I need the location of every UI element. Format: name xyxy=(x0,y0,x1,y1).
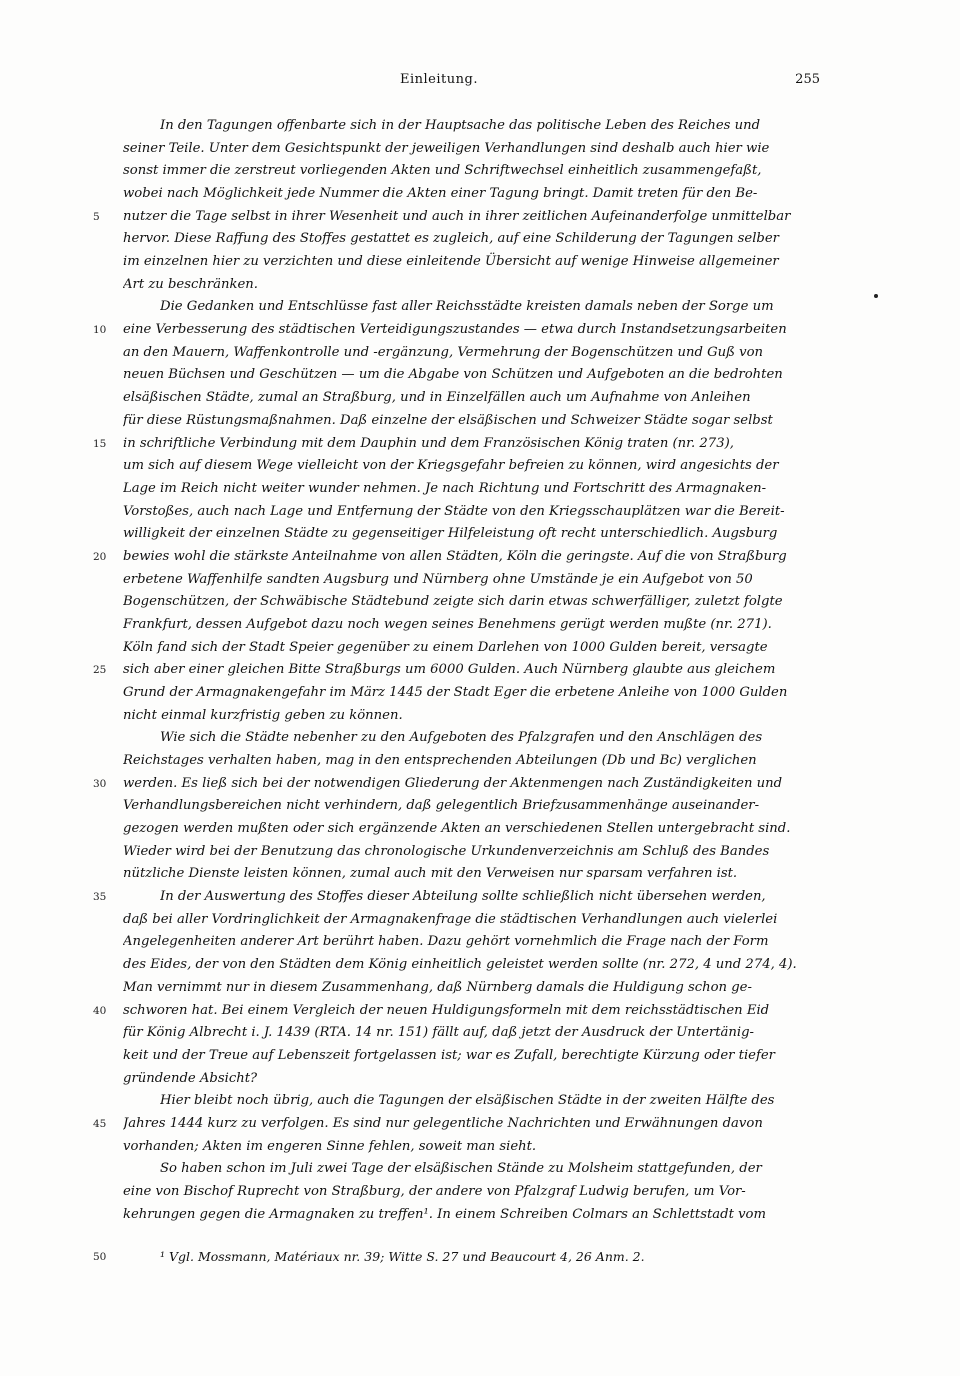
text-line: sich aber einer gleichen Bitte Straßburgs um 6000 Gulden. Auch Nürnberg glaubte aus gleichem xyxy=(123,662,776,678)
margin-line-number: 20 xyxy=(93,550,107,563)
text-line: Köln fand sich der Stadt Speier gegenüber zu einem Darlehen von 1000 Gulden bereit, versagte xyxy=(123,639,768,655)
text-line: im einzelnen hier zu verzichten und diese einleitende Übersicht auf wenige Hinweise allgemeiner xyxy=(123,254,779,270)
running-header-title: Einleitung. xyxy=(400,72,478,87)
text-line: eine von Bischof Ruprecht von Straßburg, der andere von Pfalzgraf Ludwig berufen, um Vor- xyxy=(123,1183,746,1199)
text-line: nicht einmal kurzfristig geben zu können. xyxy=(123,707,403,723)
text-line: gezogen werden mußten oder sich ergänzende Akten an verschiedenen Stellen untergebracht sind. xyxy=(123,821,791,837)
text-line: Verhandlungsbereichen nicht verhindern, daß gelegentlich Briefzusammenhänge auseinander- xyxy=(123,798,760,814)
text-line: kehrungen gegen die Armagnaken zu treffen¹. In einem Schreiben Colmars an Schlettstadt vom xyxy=(123,1206,766,1222)
text-line: elsäßischen Städte, zumal an Straßburg, und in Einzelfällen auch um Aufnahme von Anleihen xyxy=(123,390,751,406)
text-line: Vorstoßes, auch nach Lage und Entfernung der Städte von den Kriegsschauplätzen war die Bereit- xyxy=(123,503,785,519)
margin-line-number: 45 xyxy=(93,1117,107,1130)
text-line: nützliche Dienste leisten können, zumal auch mit den Verweisen nur sparsam verfahren ist. xyxy=(123,866,738,882)
text-line: daß bei aller Vordringlichkeit der Armagnakenfrage die städtischen Verhandlungen auch vielerlei xyxy=(123,911,778,927)
text-line: des Eides, der von den Städten dem König einheitlich geleistet werden sollte (nr. 272, 4 und 274, 4). xyxy=(123,957,797,973)
margin-line-number: 15 xyxy=(93,437,107,450)
text-line: keit und der Treue auf Lebenszeit fortgelassen ist; war es Zufall, berechtigte Kürzung oder tiefer xyxy=(123,1047,775,1063)
text-line: für diese Rüstungsmaßnahmen. Daß einzelne der elsäßischen und Schweizer Städte sogar selbst xyxy=(123,412,773,428)
margin-dot xyxy=(874,294,878,298)
text-line: Bogenschützen, der Schwäbische Städtebund zeigte sich darin etwas schwerfälliger, zuletzt folgte xyxy=(123,594,783,610)
text-line: Reichstages verhalten haben, mag in den entsprechenden Abteilungen (Db und Bc) verglichen xyxy=(123,753,757,769)
text-line: Grund der Armagnakengefahr im März 1445 der Stadt Eger die erbetene Anleihe von 1000 Gulden xyxy=(123,685,788,700)
text-line: gründende Absicht? xyxy=(123,1070,258,1086)
margin-line-number: 30 xyxy=(93,777,107,790)
margin-line-number: 35 xyxy=(93,891,107,904)
text-line: an den Mauern, Waffenkontrolle und -ergänzung, Vermehrung der Bogenschützen und Guß von xyxy=(123,344,764,360)
text-line: hervor. Diese Raffung des Stoffes gestattet es zugleich, auf eine Schilderung der Tagungen selber xyxy=(123,231,779,247)
text-line: vorhanden; Akten im engeren Sinne fehlen, soweit man sieht. xyxy=(123,1138,537,1154)
footnote-line-number: 50 xyxy=(93,1251,107,1263)
text-line: willigkeit der einzelnen Städte zu gegenseitiger Hilfeleistung oft recht unterschiedlich. Augsburg xyxy=(123,526,778,542)
text-line: für König Albrecht i. J. 1439 (RTA. 14 nr. 151) fällt auf, daß jetzt der Ausdruck der Untertänig- xyxy=(123,1025,754,1041)
text-line: Frankfurt, dessen Aufgebot dazu noch wegen seines Benehmens gerügt werden mußte (nr. 271). xyxy=(123,616,772,632)
page-number: 255 xyxy=(795,72,820,87)
margin-line-number: 5 xyxy=(93,210,100,223)
text-line: In der Auswertung des Stoffes dieser Abteilung sollte schließlich nicht übersehen werden, xyxy=(160,889,766,905)
margin-line-number: 10 xyxy=(93,324,107,337)
text-line: eine Verbesserung des städtischen Verteidigungszustandes — etwa durch Instandsetzungsarbeiten xyxy=(123,322,787,338)
text-line: bewies wohl die stärkste Anteilnahme von allen Städten, Köln die geringste. Auf die von Straßburg xyxy=(123,548,787,564)
footnote: ¹ Vgl. Mossmann, Matériaux nr. 39; Witte S. 27 und Beaucourt 4, 26 Anm. 2. xyxy=(160,1249,645,1264)
text-line: In den Tagungen offenbarte sich in der Hauptsache das politische Leben des Reiches und xyxy=(160,118,761,133)
text-line: schworen hat. Bei einem Vergleich der neuen Huldigungsformeln mit dem reichsstädtischen Eid xyxy=(123,1002,770,1018)
text-line: erbetene Waffenhilfe sandten Augsburg und Nürnberg ohne Umstände je ein Aufgebot von 50 xyxy=(123,571,753,587)
text-line: wobei nach Möglichkeit jede Nummer die Akten einer Tagung bringt. Damit treten für den Be- xyxy=(123,186,758,202)
text-line: werden. Es ließ sich bei der notwendigen Gliederung der Aktenmengen nach Zuständigkeiten und xyxy=(123,775,783,791)
text-line: sonst immer die zerstreut vorliegenden Akten und Schriftwechsel einheitlich zusammengefaßt, xyxy=(123,163,762,179)
text-line: Hier bleibt noch übrig, auch die Tagungen der elsäßischen Städte in der zweiten Hälfte des xyxy=(160,1093,775,1109)
text-line: Art zu beschränken. xyxy=(123,276,258,292)
text-line: neuen Büchsen und Geschützen — um die Abgabe von Schützen und Aufgeboten an die bedrohten xyxy=(123,367,783,383)
text-line: Die Gedanken und Entschlüsse fast aller Reichsstädte kreisten damals neben der Sorge um xyxy=(160,299,774,315)
text-line: Lage im Reich nicht weiter wunder nehmen. Je nach Richtung und Fortschritt des Armagnaken- xyxy=(123,480,767,496)
text-line: So haben schon im Juli zwei Tage der elsäßischen Stände zu Molsheim stattgefunden, der xyxy=(160,1161,762,1177)
text-line: Wie sich die Städte nebenher zu den Aufgeboten des Pfalzgrafen und den Anschlägen des xyxy=(160,730,763,746)
margin-line-number: 25 xyxy=(93,664,107,677)
text-line: Man vernimmt nur in diesem Zusammenhang, daß Nürnberg damals die Huldigung schon ge- xyxy=(123,979,752,995)
text-line: in schriftliche Verbindung mit dem Dauphin und dem Französischen König traten (nr. 273), xyxy=(123,435,734,451)
text-line: Angelegenheiten anderer Art berührt haben. Dazu gehört vornehmlich die Frage nach der Form xyxy=(123,934,769,950)
margin-line-number: 40 xyxy=(93,1004,107,1017)
text-line: nutzer die Tage selbst in ihrer Wesenheit und auch in ihrer zeitlichen Aufeinanderfolge unmittelbar xyxy=(123,208,791,224)
text-line: Jahres 1444 kurz zu verfolgen. Es sind nur gelegentliche Nachrichten und Erwähnungen davon xyxy=(123,1115,763,1131)
text-line: um sich auf diesem Wege vielleicht von der Kriegsgefahr befreien zu können, wird angesichts der xyxy=(123,458,779,474)
text-line: Wieder wird bei der Benutzung das chronologische Urkundenverzeichnis am Schluß des Bandes xyxy=(123,843,770,859)
text-line: seiner Teile. Unter dem Gesichtspunkt der jeweiligen Verhandlungen sind deshalb auch hier wie xyxy=(123,140,770,156)
